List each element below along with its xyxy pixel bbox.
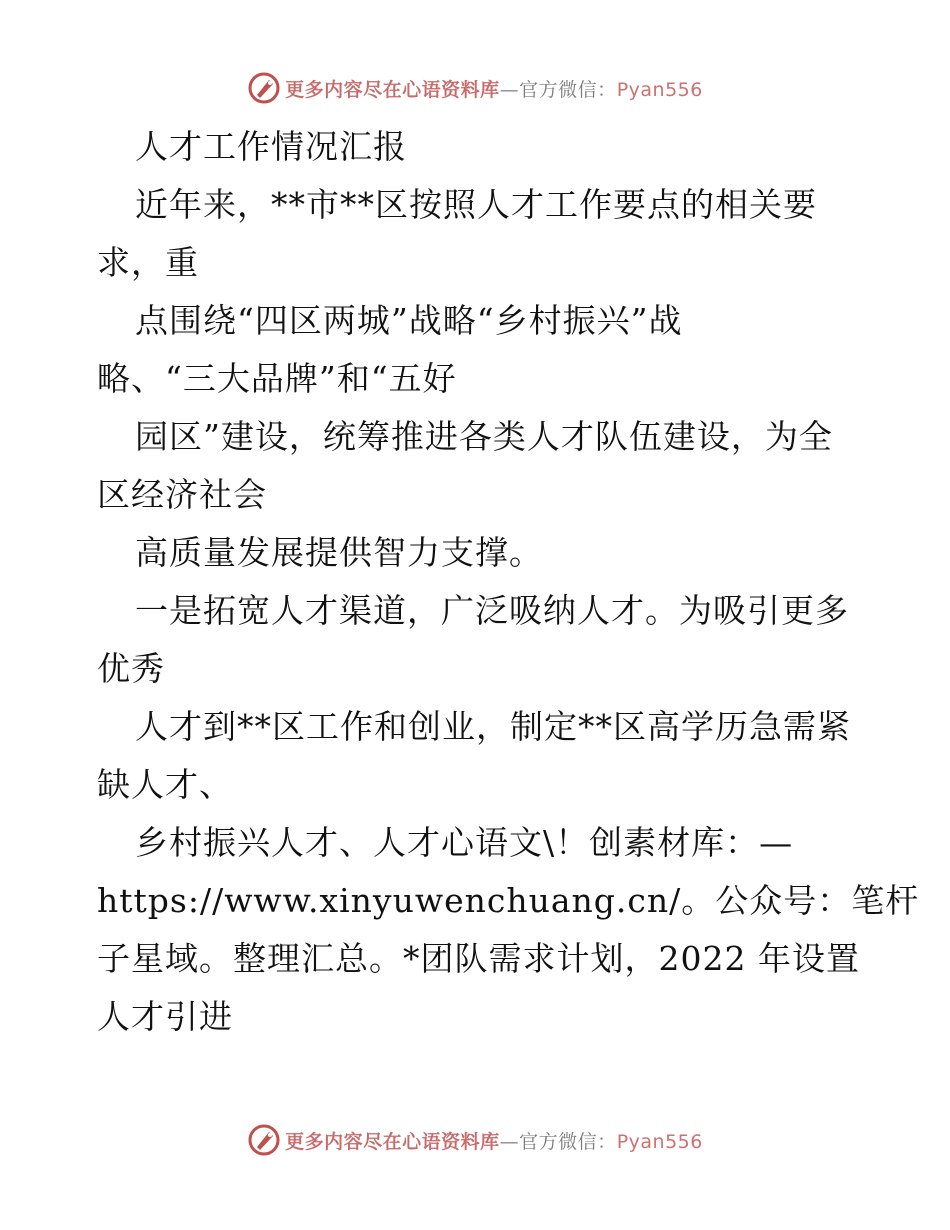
footer-watermark — [0, 1120, 950, 1160]
text-line: 缺人才、 — [97, 765, 233, 804]
document-body — [97, 118, 920, 1046]
text-line: 求，重 — [97, 243, 199, 282]
watermark-text — [285, 75, 703, 102]
watermark-text — [285, 1127, 703, 1154]
text-line: 近年来，**市**区按照人才工作要点的相关要 — [135, 185, 817, 224]
text-line: 区经济社会 — [97, 475, 267, 514]
watermark-wechat-label: 官方微信： — [519, 78, 617, 101]
watermark-wechat-id: Pyan556 — [616, 1130, 703, 1153]
watermark-wechat-id: Pyan556 — [616, 78, 703, 101]
text-line: 子星域。整理汇总。*团队需求计划，2022 年设置 — [97, 939, 860, 978]
text-line: 人才到**区工作和创业，制定**区高学历急需紧 — [135, 707, 851, 746]
watermark-main-text: 更多内容尽在心语资料库 — [285, 1130, 500, 1153]
watermark-main-text: 更多内容尽在心语资料库 — [285, 78, 500, 101]
text-line: 略、“三大品牌”和“五好 — [97, 359, 457, 398]
text-line: 人才工作情况汇报 — [135, 127, 407, 166]
text-line: 点围绕“四区两城”战略“乡村振兴”战 — [135, 301, 683, 340]
watermark-separator: — — [499, 1130, 520, 1153]
text-line: 高质量发展提供智力支撑。 — [135, 533, 543, 572]
text-line: 乡村振兴人才、人才心语文\！创素材库：— — [135, 823, 794, 862]
pen-nib-logo-icon — [247, 1123, 281, 1157]
text-line: https://www.xinyuwenchuang.cn/。公众号：笔杆 — [97, 881, 920, 920]
pen-nib-logo-icon — [247, 71, 281, 105]
text-line: 优秀 — [97, 649, 165, 688]
text-line: 一是拓宽人才渠道，广泛吸纳人才。为吸引更多 — [135, 591, 849, 630]
watermark-wechat-label: 官方微信： — [519, 1130, 617, 1153]
header-watermark — [0, 68, 950, 108]
text-line: 人才引进 — [97, 997, 233, 1036]
watermark-separator: — — [499, 78, 520, 101]
text-line: 园区”建设，统筹推进各类人才队伍建设，为全 — [135, 417, 833, 456]
